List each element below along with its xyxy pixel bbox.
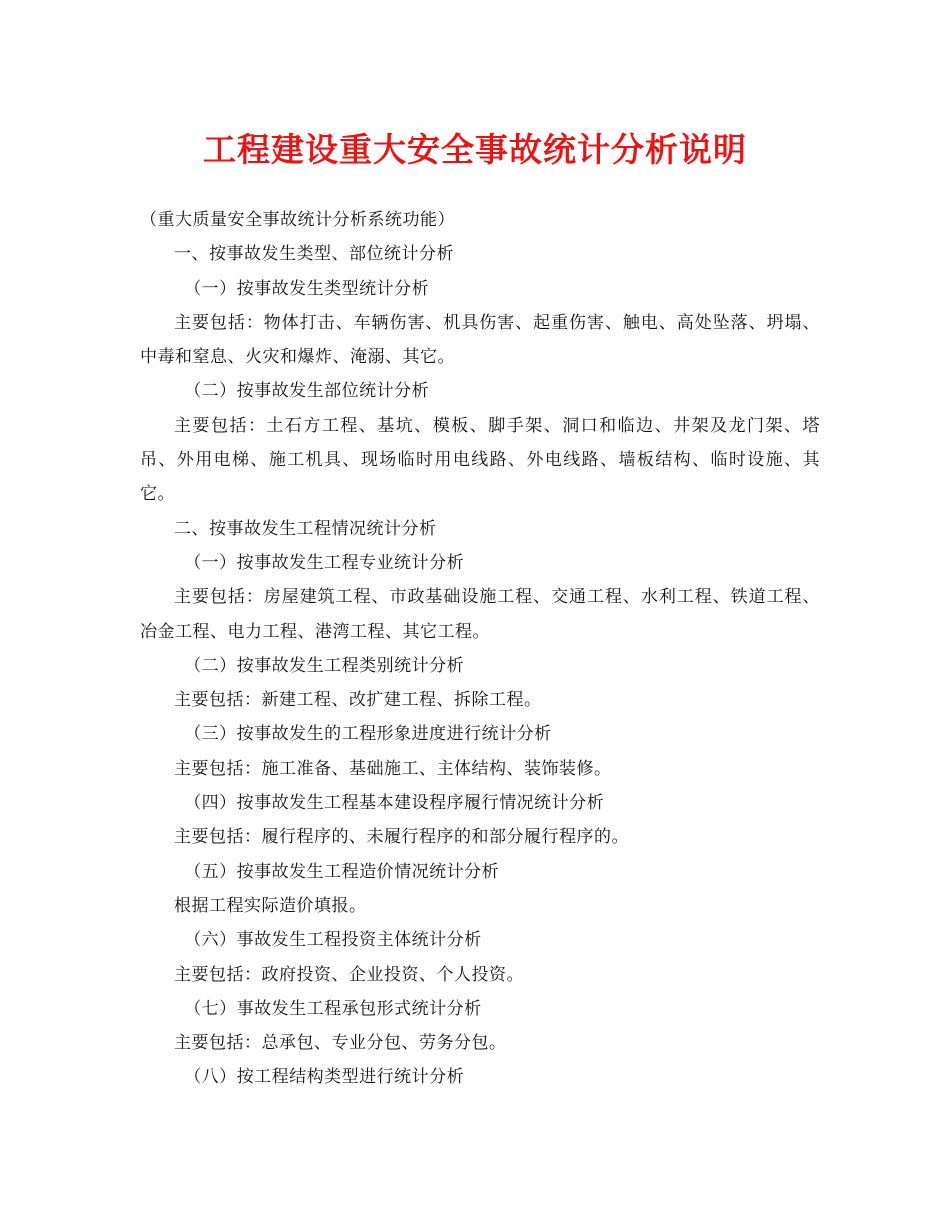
paragraph: 主要包括：政府投资、企业投资、个人投资。	[174, 964, 524, 985]
paragraph: 根据工程实际造价填报。	[174, 895, 367, 916]
section-heading-2: 二、按事故发生工程情况统计分析	[174, 518, 437, 539]
paragraph: 主要包括：房屋建筑工程、市政基础设施工程、交通工程、水利工程、铁道工程、冶金工程、电力工程、港湾工程、其它工程。	[140, 587, 820, 642]
paragraph: 主要包括：物体打击、车辆伤害、机具伤害、起重伤害、触电、高处坠落、坍塌、中毒和窒息、火灾和爆炸、淹溺、其它。	[140, 312, 820, 368]
subsection-heading: （二）按事故发生部位统计分析	[184, 381, 430, 402]
paragraph: 主要包括：履行程序的、未履行程序的和部分履行程序的。	[174, 827, 629, 848]
paragraph: 主要包括：施工准备、基础施工、主体结构、装饰装修。	[174, 758, 612, 779]
document-body	[140, 203, 820, 1095]
document-subtitle: （重大质量安全事故统计分析系统功能）	[140, 210, 455, 230]
document-title: 工程建设重大安全事故统计分析说明	[203, 130, 747, 169]
subsection-heading: （二）按事故发生工程类别统计分析	[184, 655, 465, 676]
section-heading-1: 一、按事故发生类型、部位统计分析	[174, 244, 454, 265]
subsection-heading: （五）按事故发生工程造价情况统计分析	[184, 861, 500, 882]
subsection-heading: （三）按事故发生的工程形象进度进行统计分析	[184, 724, 552, 745]
subsection-heading: （六）事故发生工程投资主体统计分析	[184, 930, 482, 951]
paragraph: 主要包括：土石方工程、基坑、模板、脚手架、洞口和临边、井架及龙门架、塔吊、外用电梯、施工机具、现场临时用电线路、外电线路、墙板结构、临时设施、其它。	[140, 415, 820, 505]
subsection-heading: （四）按事故发生工程基本建设程序履行情况统计分析	[184, 793, 605, 814]
paragraph: 主要包括：新建工程、改扩建工程、拆除工程。	[174, 690, 542, 711]
subsection-heading: （一）按事故发生工程专业统计分析	[184, 552, 465, 573]
subsection-heading: （七）事故发生工程承包形式统计分析	[184, 998, 482, 1019]
paragraph: 主要包括：总承包、专业分包、劳务分包。	[174, 1033, 507, 1054]
subsection-heading: （八）按工程结构类型进行统计分析	[184, 1067, 465, 1088]
subsection-heading: （一）按事故发生类型统计分析	[184, 278, 430, 299]
